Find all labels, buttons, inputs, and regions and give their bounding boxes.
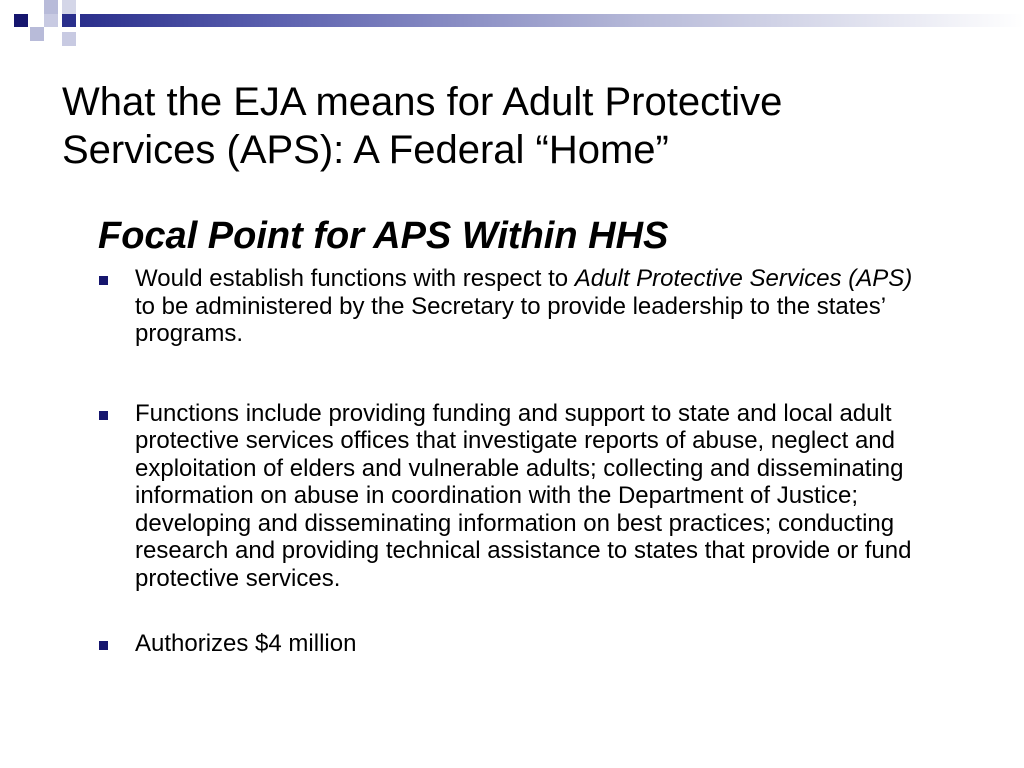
bullet-item (98, 630, 938, 658)
bullet-text: to be administered by the Secretary to provide leadership to the states’ programs. (135, 292, 886, 347)
bullet-text: Functions include providing funding and support to state and local adult protective services offices that investigate reports of abuse, neglect and exploitation of elders and vulnerable adults; collecting and disseminating information on abuse in coordination with the Department of Justice; developing and disseminating information on best practices; conducting research and providing technical assistance to states that provide or fund protective services. (135, 399, 912, 592)
slide-title (62, 78, 962, 174)
title-line-2: Services (APS): A Federal “Home” (62, 128, 669, 172)
title-line-1: What the EJA means for Adult Protective (62, 80, 783, 124)
deco-square (30, 27, 44, 41)
bullet-list (98, 265, 938, 658)
deco-square (62, 0, 76, 14)
bullet-text: Would establish functions with respect to (135, 265, 575, 292)
deco-square (62, 14, 76, 27)
gradient-bar (80, 14, 1024, 27)
square-bullet-icon (99, 411, 108, 420)
deco-square (44, 14, 58, 27)
deco-square (44, 0, 58, 14)
deco-square (62, 32, 76, 46)
bullet-text: Authorizes $4 million (135, 630, 357, 657)
bullet-item (98, 400, 938, 593)
bullet-item (98, 265, 938, 348)
square-bullet-icon (99, 276, 108, 285)
slide-subtitle: Focal Point for APS Within HHS (98, 215, 669, 257)
bullet-text-italic: Adult Protective Services (APS) (574, 265, 913, 292)
deco-square (14, 14, 28, 27)
header-decoration (0, 0, 1024, 70)
square-bullet-icon (99, 641, 108, 650)
